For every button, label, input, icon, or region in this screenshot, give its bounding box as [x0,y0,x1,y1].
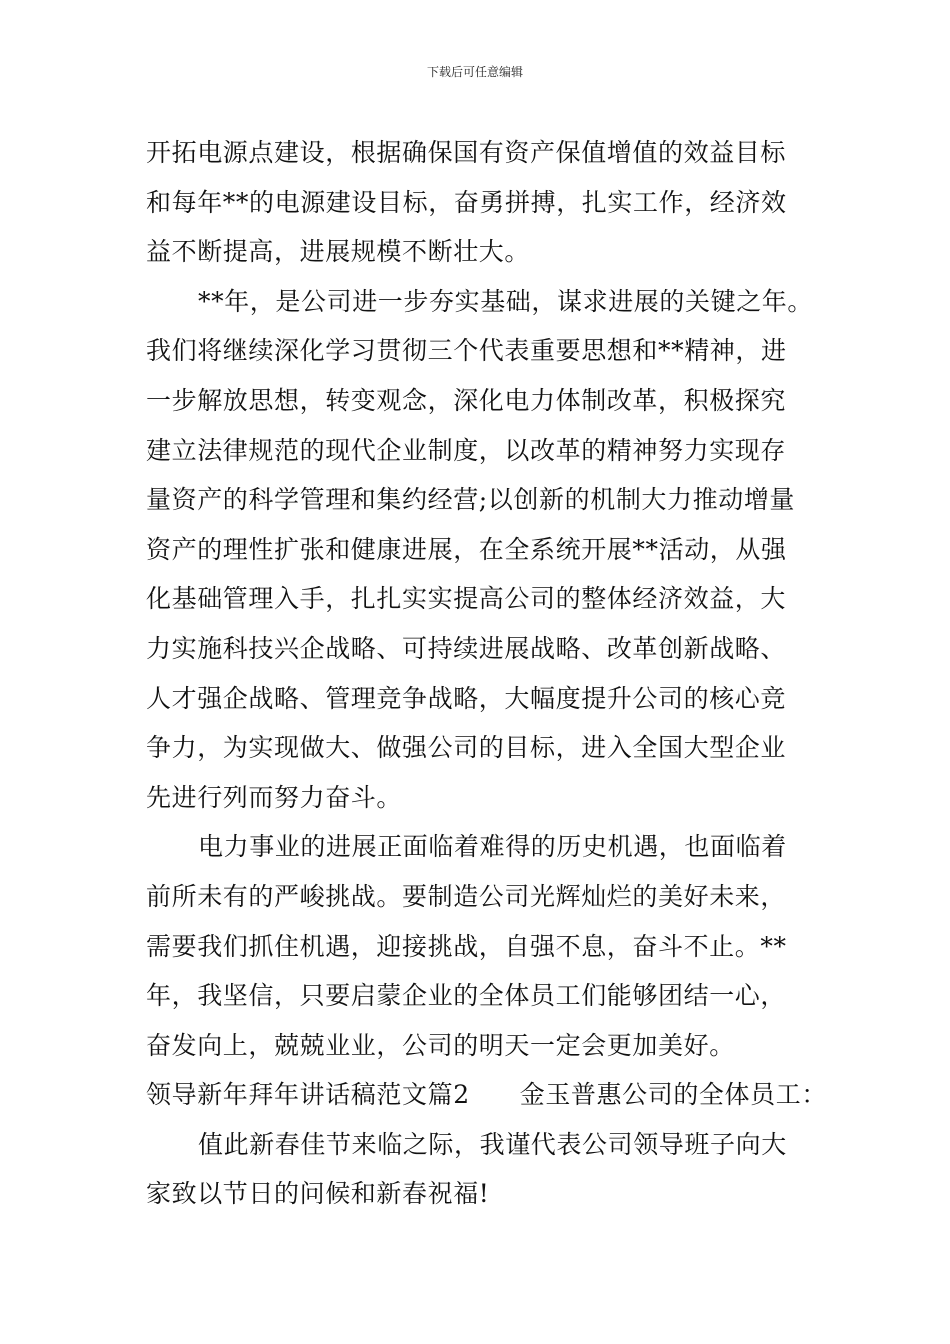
paragraph-line: 人才强企战略、管理竞争战略，大幅度提升公司的核心竞 [146,683,787,713]
paragraph-line: 一步解放思想，转变观念，深化电力体制改革，积极探究 [146,385,787,415]
paragraph-line: 需要我们抓住机遇，迎接挑战，自强不息，奋斗不止。** [146,931,787,961]
page-header: 下载后可任意编辑 [426,65,523,79]
paragraph-line: 资产的理性扩张和健康进展，在全系统开展**活动，从强 [146,534,787,564]
paragraph-line: 我们将继续深化学习贯彻三个代表重要思想和**精神，进 [146,336,787,366]
paragraph-line: 益不断提高，进展规模不断壮大。 [146,237,531,267]
paragraph-line: 力实施科技兴企战略、可持续进展战略、改革创新战略、 [146,633,787,663]
paragraph-line: 前所未有的严峻挑战。要制造公司光辉灿烂的美好未来， [146,881,787,911]
paragraph-line: 和每年**的电源建设目标，奋勇拼搏，扎实工作，经济效 [146,187,787,217]
document-body [146,128,836,1219]
salutation: 金玉普惠公司的全体员工： [519,1080,827,1110]
paragraph-line: 值此新春佳节来临之际，我谨代表公司领导班子向大 [198,1129,787,1159]
paragraph-line: 电力事业的进展正面临着难得的历史机遇，也面临着 [198,832,787,862]
section-title: 领导新年拜年讲话稿范文篇2 [146,1080,470,1110]
paragraph-line: 争力，为实现做大、做强公司的目标，进入全国大型企业 [146,733,787,763]
paragraph-line: 年，我坚信，只要启蒙企业的全体员工们能够团结一心， [146,981,787,1011]
paragraph-line: 先进行列而努力奋斗。 [146,782,403,812]
paragraph-line: 开拓电源点建设，根据确保国有资产保值增值的效益目标 [146,138,787,167]
section-heading-line [146,1070,836,1120]
paragraph-line: 建立法律规范的现代企业制度，以改革的精神努力实现存 [146,435,787,465]
paragraph-line: 量资产的科学管理和集约经营;以创新的机制大力推动增量 [146,485,796,515]
paragraph-line: 家致以节日的问候和新春祝福! [146,1179,490,1209]
paragraph-line: 化基础管理入手，扎扎实实提高公司的整体经济效益，大 [146,584,787,614]
paragraph-line: **年，是公司进一步夯实基础，谋求进展的关键之年。 [198,286,814,316]
paragraph-line: 奋发向上，兢兢业业，公司的明天一定会更加美好。 [146,1030,735,1060]
